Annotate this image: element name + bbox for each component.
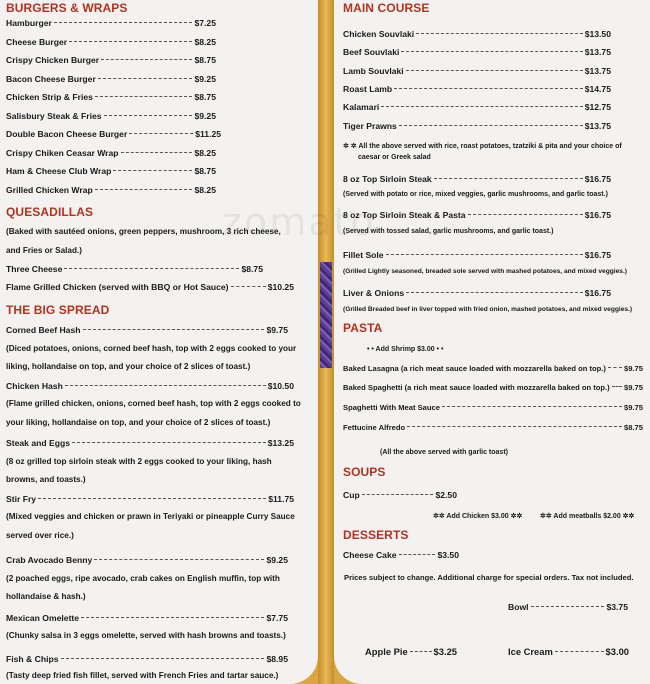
- menu-item: Lamb Souvlaki $13.75: [343, 66, 611, 76]
- menu-item: Tiger Prawns $13.75: [343, 121, 611, 131]
- menu-item: Baked Lasagna (a rich meat sauce loaded with mozzarella baked on top.) $9.75: [343, 364, 643, 373]
- item-description: (Flame grilled chicken, onions, corned beef hash, top with 2 eggs cooked to: [6, 399, 301, 408]
- menu-item: Chicken Hash $10.50: [6, 381, 294, 391]
- item-description: hollandaise & hash.): [6, 592, 86, 601]
- menu-item: Three Cheese $8.75: [6, 264, 263, 274]
- menu-item: Steak and Eggs $13.25: [6, 438, 294, 448]
- menu-item: Salisbury Steak & Fries $9.25: [6, 111, 216, 121]
- item-description: (Grilled Lightly seasoned, breaded sole served with mashed potatoes, and mixed veggies.): [343, 268, 627, 275]
- menu-item: Fettucine Alfredo $8.75: [343, 423, 643, 432]
- item-description: (Diced potatoes, onions, corned beef hash, top with 2 eggs cooked to your: [6, 344, 297, 353]
- menu-item: Crispy Chiken Ceasar Wrap $8.25: [6, 148, 216, 158]
- soup-addon-meatballs: ✲✲ Add meatballs $2.00 ✲✲: [540, 513, 635, 520]
- menu-item: Crispy Chicken Burger $8.75: [6, 55, 216, 65]
- menu-item: 8 oz Top Sirloin Steak & Pasta $16.75: [343, 210, 611, 220]
- section-title-main-course: MAIN COURSE: [343, 1, 430, 15]
- item-description: (Baked with sautéed onions, green peppers, mushroom, 3 rich cheese,: [6, 227, 281, 236]
- menu-item: Bacon Cheese Burger $9.25: [6, 74, 216, 84]
- menu-item: Liver & Onions $16.75: [343, 288, 611, 298]
- item-description: (Served with potato or rice, mixed veggies, garlic mushrooms, and garlic toast.): [343, 191, 608, 198]
- main-course-note: ✲ ✲ All the above served with rice, roast potatoes, tzatziki & pita and your choice of: [343, 143, 622, 150]
- menu-item: Flame Grilled Chicken (served with BBQ or Hot Sauce) $10.25: [6, 282, 294, 292]
- menu-item: Spaghetti With Meat Sauce $9.75: [343, 403, 643, 412]
- menu-item-cheese-cake: Cheese Cake $3.50: [343, 550, 459, 560]
- menu-spine: [318, 0, 334, 684]
- menu-item: Mexican Omelette $7.75: [6, 613, 288, 623]
- item-description: your liking, hollandaise on top, and your choice of 2 slices of toast.): [6, 418, 271, 427]
- pasta-note: (All the above served with garlic toast): [380, 449, 508, 456]
- soup-addon-chicken: ✲✲ Add Chicken $3.00 ✲✲: [433, 513, 523, 520]
- menu-item: Beef Souvlaki $13.75: [343, 47, 611, 57]
- menu-item-apple-pie: Apple Pie $3.25: [365, 646, 457, 657]
- section-title-big-spread: THE BIG SPREAD: [6, 303, 110, 317]
- item-description: (Mixed veggies and chicken or prawn in Teriyaki or pineapple Curry Sauce: [6, 512, 295, 521]
- menu-item: Corned Beef Hash $9.75: [6, 325, 288, 335]
- price-disclaimer: Prices subject to change. Additional charge for special orders. Tax not included.: [344, 573, 634, 582]
- item-description: (Chunky salsa in 3 eggs omelette, served with hash browns and toasts.): [6, 631, 286, 640]
- main-course-note: caesar or Greek salad: [358, 154, 431, 161]
- menu-item: Ham & Cheese Club Wrap $8.75: [6, 166, 216, 176]
- menu-item: Kalamari $12.75: [343, 102, 611, 112]
- section-title-quesadillas: QUESADILLAS: [6, 205, 94, 219]
- menu-item: Baked Spaghetti (a rich meat sauce loaded with mozzarella baked on top.) $9.75: [343, 383, 643, 392]
- pasta-addon: • • Add Shrimp $3.00 • •: [367, 346, 444, 353]
- menu-item-bowl: Bowl $3.75: [508, 602, 628, 612]
- menu-item: Crab Avocado Benny $9.25: [6, 555, 288, 565]
- menu-item: 8 oz Top Sirloin Steak $16.75: [343, 174, 611, 184]
- menu-item-cup: Cup $2.50: [343, 490, 457, 500]
- item-description: (Grilled Breaded beef in liver topped with fried onion, mashed potatoes, and mixed veggies.): [343, 306, 633, 313]
- section-title-pasta: PASTA: [343, 321, 383, 335]
- spine-decoration: [320, 262, 332, 368]
- item-description: and Fries or Salad.): [6, 246, 82, 255]
- item-description: served over rice.): [6, 531, 74, 540]
- menu-item: Roast Lamb $14.75: [343, 84, 611, 94]
- section-title-soups: SOUPS: [343, 465, 386, 479]
- item-description: (Tasty deep fried fish fillet, served with French Fries and tartar sauce.): [6, 671, 279, 680]
- menu-item: Double Bacon Cheese Burger $11.25: [6, 129, 221, 139]
- menu-item: Chicken Souvlaki $13.50: [343, 29, 611, 39]
- menu-item: Cheese Burger $8.25: [6, 37, 216, 47]
- watermark: zomato: [222, 200, 376, 244]
- menu-item: Hamburger $7.25: [6, 18, 216, 28]
- menu-item: Chicken Strip & Fries $8.75: [6, 92, 216, 102]
- menu-item: Stir Fry $11.75: [6, 494, 294, 504]
- section-title-burgers: BURGERS & WRAPS: [6, 1, 128, 15]
- item-description: (Served with tossed salad, garlic mushrooms, and garlic toast.): [343, 228, 554, 235]
- menu-item: Grilled Chicken Wrap $8.25: [6, 185, 216, 195]
- item-description: (2 poached eggs, ripe avocado, crab cakes on English muffin, top with: [6, 574, 280, 583]
- item-description: liking, hollandaise on top, and your choice of 2 slices of toast.): [6, 362, 251, 371]
- item-description: browns, and toasts.): [6, 475, 86, 484]
- menu-item: Fillet Sole $16.75: [343, 250, 611, 260]
- section-title-desserts: DESSERTS: [343, 528, 409, 542]
- menu-item: Fish & Chips $8.95: [6, 654, 288, 664]
- item-description: (8 oz grilled top sirloin steak with 2 eggs cooked to your liking, hash: [6, 457, 272, 466]
- menu-item-ice-cream: Ice Cream $3.00: [508, 646, 629, 657]
